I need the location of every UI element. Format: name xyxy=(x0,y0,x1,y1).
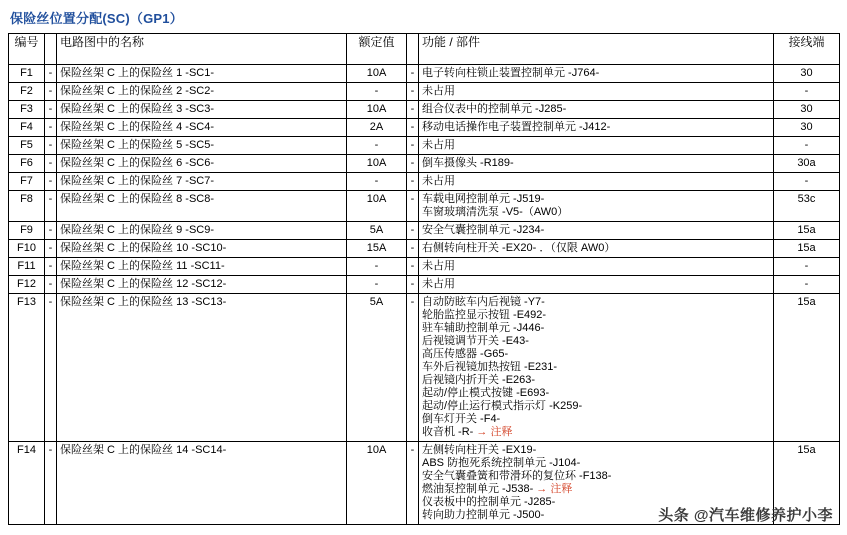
fuse-terminal-cell: 15a xyxy=(774,240,840,258)
column-header-name: 电路图中的名称 xyxy=(57,34,347,65)
fuse-terminal-cell: 30 xyxy=(774,119,840,137)
fuse-rating-cell: 15A xyxy=(347,240,407,258)
fuse-terminal-cell: 15a xyxy=(774,442,840,525)
table-row xyxy=(9,137,840,155)
fuse-rating-cell: 10A xyxy=(347,191,407,222)
fuse-function-cell: 未占用 xyxy=(419,276,774,294)
fuse-rating-cell: 5A xyxy=(347,294,407,442)
function-dash-cell: - xyxy=(407,222,419,240)
fuse-terminal-cell: - xyxy=(774,137,840,155)
fuse-name-cell: 保险丝架 C 上的保险丝 7 -SC7- xyxy=(57,173,347,191)
fuse-name-cell: 保险丝架 C 上的保险丝 4 -SC4- xyxy=(57,119,347,137)
name-dash-cell: - xyxy=(45,294,57,442)
table-row xyxy=(9,258,840,276)
fuse-terminal-cell: 15a xyxy=(774,294,840,442)
fuse-function-cell: 车载电网控制单元 -J519- 车窗玻璃清洗泵 -V5-（AW0） xyxy=(419,191,774,222)
fuse-id-cell: F3 xyxy=(9,101,45,119)
fuse-id-cell: F4 xyxy=(9,119,45,137)
name-dash-cell: - xyxy=(45,222,57,240)
name-dash-cell: - xyxy=(45,191,57,222)
column-header-value: 额定值 xyxy=(347,34,407,65)
fuse-id-cell: F13 xyxy=(9,294,45,442)
function-dash-cell: - xyxy=(407,173,419,191)
fuse-function-cell: 未占用 xyxy=(419,137,774,155)
table-row xyxy=(9,119,840,137)
fuse-terminal-cell: 30 xyxy=(774,101,840,119)
fuse-function-cell: 未占用 xyxy=(419,83,774,101)
function-dash-cell: - xyxy=(407,101,419,119)
function-dash-cell: - xyxy=(407,442,419,525)
fuse-id-cell: F6 xyxy=(9,155,45,173)
table-row xyxy=(9,276,840,294)
fuse-name-cell: 保险丝架 C 上的保险丝 3 -SC3- xyxy=(57,101,347,119)
fuse-id-cell: F10 xyxy=(9,240,45,258)
name-dash-cell: - xyxy=(45,442,57,525)
fuse-function-cell: 未占用 xyxy=(419,258,774,276)
fuse-name-cell: 保险丝架 C 上的保险丝 10 -SC10- xyxy=(57,240,347,258)
fuse-terminal-cell: 30a xyxy=(774,155,840,173)
table-row xyxy=(9,101,840,119)
name-dash-cell: - xyxy=(45,155,57,173)
table-row xyxy=(9,294,840,442)
fuse-name-cell: 保险丝架 C 上的保险丝 14 -SC14- xyxy=(57,442,347,525)
table-row xyxy=(9,222,840,240)
fuse-function-cell: 电子转向柱锁止装置控制单元 -J764- xyxy=(419,65,774,83)
fuse-name-cell: 保险丝架 C 上的保险丝 1 -SC1- xyxy=(57,65,347,83)
function-dash-cell: - xyxy=(407,119,419,137)
fuse-id-cell: F9 xyxy=(9,222,45,240)
fuse-name-cell: 保险丝架 C 上的保险丝 11 -SC11- xyxy=(57,258,347,276)
name-dash-cell: - xyxy=(45,240,57,258)
function-dash-cell: - xyxy=(407,294,419,442)
fuse-terminal-cell: - xyxy=(774,276,840,294)
fuse-assignment-table xyxy=(8,33,840,525)
fuse-id-cell: F7 xyxy=(9,173,45,191)
name-dash-cell: - xyxy=(45,258,57,276)
function-dash-cell: - xyxy=(407,137,419,155)
fuse-terminal-cell: 53c xyxy=(774,191,840,222)
column-header-function: 功能 / 部件 xyxy=(419,34,774,65)
name-dash-cell: - xyxy=(45,173,57,191)
fuse-terminal-cell: - xyxy=(774,258,840,276)
fuse-function-cell: 未占用 xyxy=(419,173,774,191)
fuse-terminal-cell: 15a xyxy=(774,222,840,240)
fuse-name-cell: 保险丝架 C 上的保险丝 6 -SC6- xyxy=(57,155,347,173)
fuse-rating-cell: - xyxy=(347,173,407,191)
fuse-rating-cell: 10A xyxy=(347,155,407,173)
function-dash-cell: - xyxy=(407,276,419,294)
column-header-id: 编号 xyxy=(9,34,45,65)
fuse-name-cell: 保险丝架 C 上的保险丝 13 -SC13- xyxy=(57,294,347,442)
fuse-rating-cell: 10A xyxy=(347,101,407,119)
function-dash-cell: - xyxy=(407,191,419,222)
table-row xyxy=(9,173,840,191)
name-dash-cell: - xyxy=(45,276,57,294)
table-body xyxy=(9,65,840,525)
fuse-rating-cell: - xyxy=(347,258,407,276)
fuse-rating-cell: 10A xyxy=(347,65,407,83)
table-header-row xyxy=(9,34,840,65)
table-row xyxy=(9,83,840,101)
fuse-rating-cell: 2A xyxy=(347,119,407,137)
fuse-function-cell: 组合仪表中的控制单元 -J285- xyxy=(419,101,774,119)
function-dash-cell: - xyxy=(407,155,419,173)
note-reference: → 注释 xyxy=(536,483,573,495)
fuse-function-cell: 右侧转向柱开关 -EX20- ．（仅限 AW0） xyxy=(419,240,774,258)
fuse-id-cell: F8 xyxy=(9,191,45,222)
function-dash-cell: - xyxy=(407,258,419,276)
fuse-terminal-cell: - xyxy=(774,173,840,191)
fuse-rating-cell: - xyxy=(347,83,407,101)
fuse-terminal-cell: - xyxy=(774,83,840,101)
fuse-name-cell: 保险丝架 C 上的保险丝 5 -SC5- xyxy=(57,137,347,155)
function-dash-cell: - xyxy=(407,65,419,83)
fuse-function-cell: 移动电话操作电子装置控制单元 -J412- xyxy=(419,119,774,137)
fuse-rating-cell: 10A xyxy=(347,442,407,525)
fuse-name-cell: 保险丝架 C 上的保险丝 12 -SC12- xyxy=(57,276,347,294)
fuse-id-cell: F12 xyxy=(9,276,45,294)
fuse-function-cell: 倒车摄像头 -R189- xyxy=(419,155,774,173)
fuse-terminal-cell: 30 xyxy=(774,65,840,83)
fuse-id-cell: F5 xyxy=(9,137,45,155)
fuse-function-cell: 左侧转向柱开关 -EX19- ABS 防抱死系统控制单元 -J104- 安全气囊叠簧和带滑环的复位环 -F138- 燃油泵控制单元 -J538- → 注释 仪表板中的控制单元 -J285- 转向助力控制单元 -J500- xyxy=(419,442,774,525)
function-dash-cell: - xyxy=(407,83,419,101)
table-header xyxy=(9,34,840,65)
note-reference: → 注释 xyxy=(476,426,513,438)
function-dash-cell: - xyxy=(407,240,419,258)
fuse-id-cell: F11 xyxy=(9,258,45,276)
table-row xyxy=(9,155,840,173)
name-dash-cell: - xyxy=(45,101,57,119)
table-row xyxy=(9,65,840,83)
fuse-name-cell: 保险丝架 C 上的保险丝 8 -SC8- xyxy=(57,191,347,222)
fuse-id-cell: F1 xyxy=(9,65,45,83)
page-title: 保险丝位置分配(SC)（GP1） xyxy=(10,11,183,26)
name-dash-cell: - xyxy=(45,119,57,137)
fuse-id-cell: F2 xyxy=(9,83,45,101)
table-row xyxy=(9,240,840,258)
fuse-id-cell: F14 xyxy=(9,442,45,525)
column-header-terminal: 接线端 xyxy=(774,34,840,65)
fuse-function-cell: 自动防眩车内后视镜 -Y7- 轮胎监控显示按钮 -E492- 驻车辅助控制单元 -J446- 后视镜调节开关 -E43- 高压传感器 -G65- 车外后视镜加热按钮 -E231- 后视镜内折开关 -E263- 起动/停止模式按键 -E693- 起动/停止运行模式指示灯 -K259- 倒车灯开关 -F4- 收音机 -R- → 注释 xyxy=(419,294,774,442)
fuse-rating-cell: - xyxy=(347,276,407,294)
column-header-function-dash xyxy=(407,34,419,65)
fuse-name-cell: 保险丝架 C 上的保险丝 2 -SC2- xyxy=(57,83,347,101)
column-header-name-dash xyxy=(45,34,57,65)
fuse-rating-cell: - xyxy=(347,137,407,155)
fuse-rating-cell: 5A xyxy=(347,222,407,240)
fuse-function-cell: 安全气囊控制单元 -J234- xyxy=(419,222,774,240)
name-dash-cell: - xyxy=(45,83,57,101)
watermark: 头条 @汽车维修养护小李 xyxy=(658,507,833,524)
name-dash-cell: - xyxy=(45,65,57,83)
fuse-name-cell: 保险丝架 C 上的保险丝 9 -SC9- xyxy=(57,222,347,240)
table-row xyxy=(9,191,840,222)
name-dash-cell: - xyxy=(45,137,57,155)
